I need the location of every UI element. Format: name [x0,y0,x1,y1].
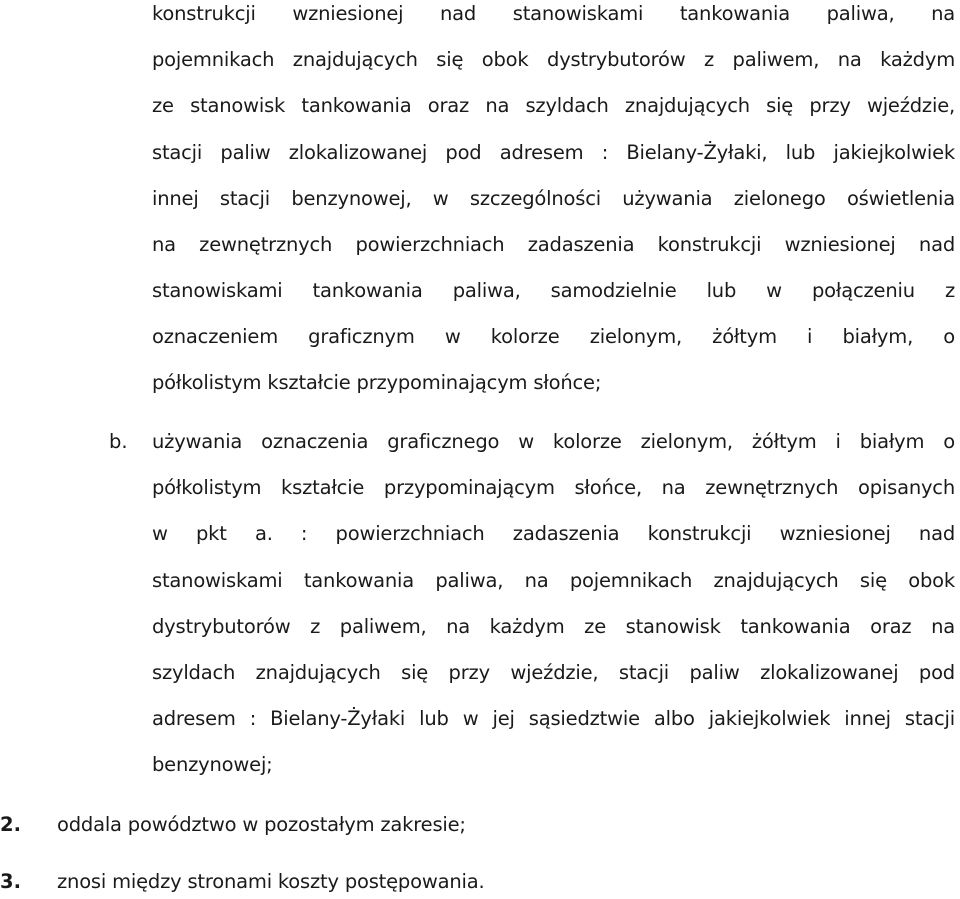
text-line: innej stacji benzynowej, w szczególności używania zielonego oświetlenia [152,187,955,210]
text-line: półkolistym kształcie przypominającym słońce, na zewnętrznych opisanych [152,476,955,499]
item-2-text: oddala powództwo w pozostałym zakresie; [57,813,466,836]
item-3-text: znosi między stronami koszty postępowania. [57,870,485,893]
item-b-label: b. [109,430,128,453]
text-line: ze stanowisk tankowania oraz na szyldach znajdujących się przy wjeździe, [152,94,955,117]
text-line: na zewnętrznych powierzchniach zadaszenia konstrukcji wzniesionej nad [152,233,955,256]
text-line: konstrukcji wzniesionej nad stanowiskami tankowania paliwa, na [152,2,955,25]
text-line: półkolistym kształcie przypominającym słońce; [152,371,602,394]
text-line: benzynowej; [152,753,273,776]
text-line: szyldach znajdujących się przy wjeździe, stacji paliw zlokalizowanej pod [152,661,955,684]
item-2-label: 2. [0,813,21,836]
text-line: stanowiskami tankowania paliwa, samodzielnie lub w połączeniu z [152,279,955,302]
text-line: dystrybutorów z paliwem, na każdym ze stanowisk tankowania oraz na [152,615,955,638]
text-line: stanowiskami tankowania paliwa, na pojemnikach znajdujących się obok [152,569,955,592]
text-line: w pkt a. : powierzchniach zadaszenia konstrukcji wzniesionej nad [152,522,955,545]
text-line: używania oznaczenia graficznego w kolorze zielonym, żółtym i białym o [152,430,955,453]
text-line: oznaczeniem graficznym w kolorze zielonym, żółtym i białym, o [152,325,955,348]
text-line: stacji paliw zlokalizowanej pod adresem : Bielany-Żyłaki, lub jakiejkolwiek [152,141,955,164]
text-line: pojemnikach znajdujących się obok dystrybutorów z paliwem, na każdym [152,48,955,71]
text-line: adresem : Bielany-Żyłaki lub w jej sąsiedztwie albo jakiejkolwiek innej stacji [152,707,955,730]
item-3-label: 3. [0,870,21,893]
